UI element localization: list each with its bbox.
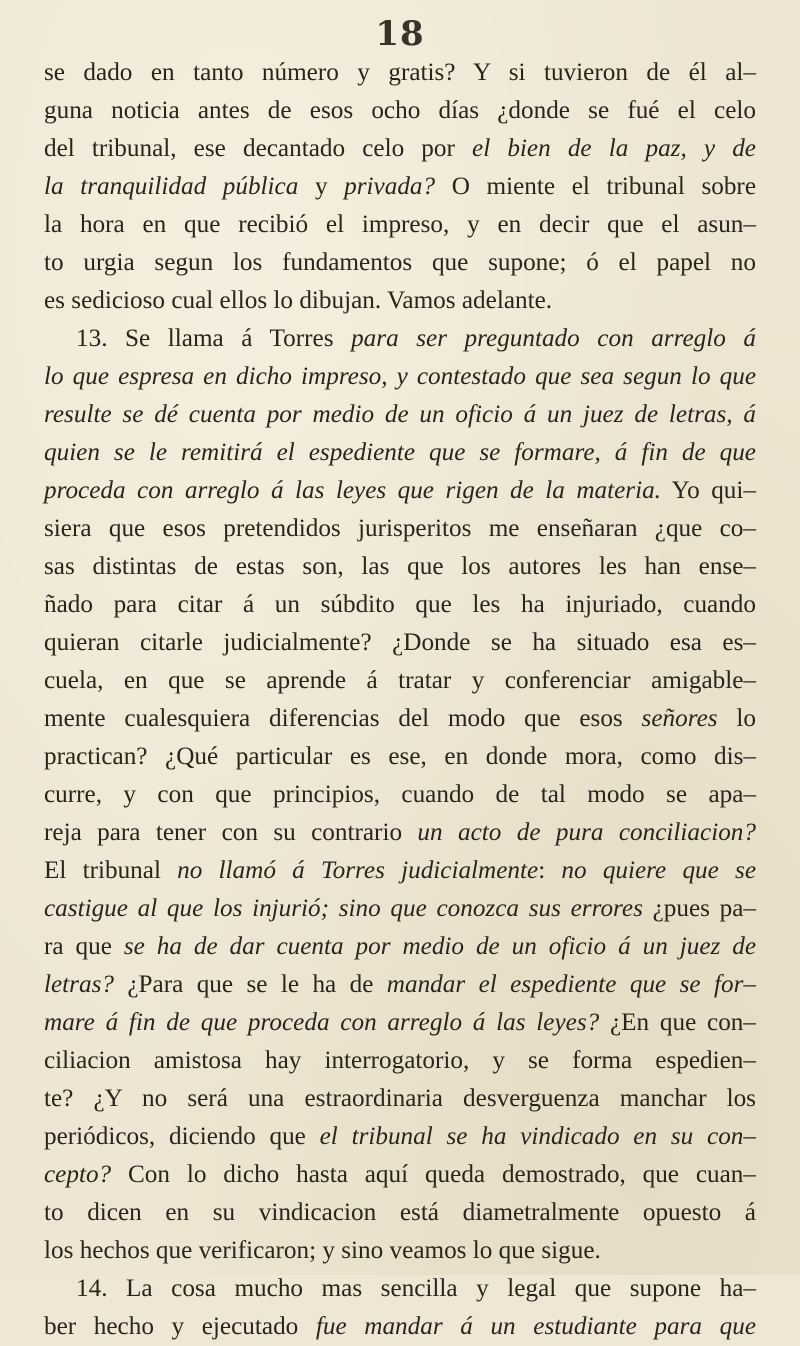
roman-text: del tribunal, ese decantado celo por: [44, 135, 473, 162]
roman-text: y: [298, 173, 345, 200]
roman-text: to urgia segun los fundamentos que supone; ó el papel no: [44, 249, 756, 276]
roman-text: ¿pues pa–: [642, 895, 756, 922]
text-line: [44, 92, 756, 130]
roman-text: reja para tener con su contrario: [44, 819, 418, 846]
italic-text: se ha de dar cuenta por medio de un oficio á un juez de: [123, 933, 757, 960]
roman-text: to dicen en su vindicacion está diametralmente opuesto á: [44, 1199, 756, 1226]
text-line: [44, 586, 756, 624]
italic-text: resulte se dé cuenta por medio de un oficio á un juez de letras, á: [44, 401, 756, 428]
roman-text: es sedicioso cual ellos lo dibujan. Vamos adelante.: [44, 287, 553, 314]
text-line: [44, 966, 756, 1004]
italic-text: cepto?: [44, 1161, 112, 1188]
roman-text: Con lo dicho hasta aquí queda demostrado, que cuan–: [111, 1161, 756, 1188]
italic-text: privada?: [344, 173, 436, 200]
italic-text: quien se le remitirá el espediente que se formare, á fin de que: [44, 439, 756, 466]
roman-text: los hechos que verificaron; y sino veamos lo que sigue.: [44, 1237, 601, 1264]
italic-text: la tranquilidad pública: [44, 173, 299, 200]
roman-text: guna noticia antes de esos ocho días ¿donde se fué el celo: [44, 97, 756, 124]
text-line: [44, 510, 756, 548]
text-line: [44, 54, 756, 92]
roman-text: mente cualesquiera diferencias del modo que esos: [44, 705, 642, 732]
roman-text: ¿En que con–: [599, 1009, 756, 1036]
roman-text: sas distintas de estas son, las que los autores les han ense–: [44, 553, 756, 580]
text-line: [44, 434, 756, 472]
text-line: [44, 1042, 756, 1080]
page-number: 18: [375, 14, 425, 54]
text-line: [44, 320, 756, 358]
italic-text: no quiere que se: [561, 857, 757, 884]
text-line: [44, 130, 756, 168]
text-line: [44, 244, 756, 282]
italic-text: señores: [641, 705, 718, 732]
italic-text: un acto de pura conciliacion?: [417, 819, 756, 846]
roman-text: El tribunal: [44, 857, 178, 884]
roman-text: O miente el tribunal sobre: [435, 173, 756, 200]
roman-text: 13. Se llama á Torres: [76, 325, 352, 352]
text-line: [44, 662, 756, 700]
text-line: [44, 1232, 756, 1270]
text-line: [44, 1004, 756, 1042]
text-line: [44, 396, 756, 434]
roman-text: la hora en que recibió el impreso, y en decir que el asun–: [44, 211, 756, 238]
text-line: [44, 776, 756, 814]
italic-text: mare á fin de que proceda con arreglo á las leyes?: [44, 1009, 600, 1036]
italic-text: letras?: [44, 971, 114, 998]
italic-text: para ser preguntado con arreglo á: [351, 325, 756, 352]
italic-text: lo que espresa en dicho impreso, y contestado que sea segun lo que: [44, 363, 756, 390]
roman-text: Yo qui–: [660, 477, 756, 504]
italic-text: no llamó á Torres judicialmente: [177, 857, 539, 884]
text-line: [44, 472, 756, 510]
text-line: [44, 1270, 756, 1308]
text-line: [44, 928, 756, 966]
italic-text: el bien de la paz, y de: [472, 135, 756, 162]
text-line: [44, 1118, 756, 1156]
text-line: [44, 700, 756, 738]
text-line: [44, 1194, 756, 1232]
text-line: [44, 282, 756, 320]
roman-text: te? ¿Y no será una estraordinaria desverguenza manchar los: [44, 1085, 756, 1112]
roman-text: periódicos, diciendo que: [44, 1123, 320, 1150]
text-line: [44, 890, 756, 928]
text-line: [44, 1156, 756, 1194]
italic-text: fue mandar á un estudiante para que: [315, 1313, 756, 1340]
text-line: [44, 1308, 756, 1346]
text-line: [44, 1080, 756, 1118]
roman-text: se dado en tanto número y gratis? Y si tuvieron de él al–: [44, 59, 756, 86]
roman-text: 14. La cosa mucho mas sencilla y legal que supone ha–: [76, 1275, 756, 1302]
roman-text: lo: [717, 705, 756, 732]
roman-text: siera que esos pretendidos jurisperitos me enseñaran ¿que co–: [44, 515, 756, 542]
italic-text: mandar el espediente que se for–: [386, 971, 756, 998]
roman-text: cuela, en que se aprende á tratar y conferenciar amigable–: [44, 667, 756, 694]
text-line: [44, 814, 756, 852]
text-line: [44, 206, 756, 244]
roman-text: practican? ¿Qué particular es ese, en donde mora, como dis–: [44, 743, 756, 770]
italic-text: castigue al que los injurió; sino que conozca sus errores: [44, 895, 643, 922]
italic-text: proceda con arreglo á las leyes que rigen de la materia.: [44, 477, 661, 504]
text-line: [44, 358, 756, 396]
roman-text: :: [538, 857, 562, 884]
text-line: [44, 852, 756, 890]
roman-text: quieran citarle judicialmente? ¿Donde se ha situado esa es–: [44, 629, 756, 656]
roman-text: ñado para citar á un súbdito que les ha injuriado, cuando: [44, 591, 756, 618]
italic-text: el tribunal se ha vindicado en su con–: [319, 1123, 756, 1150]
roman-text: curre, y con que principios, cuando de tal modo se apa–: [44, 781, 756, 808]
roman-text: ra que: [44, 933, 124, 960]
text-line: [44, 548, 756, 586]
body-text: [44, 54, 756, 1346]
roman-text: ciliacion amistosa hay interrogatorio, y se forma espedien–: [44, 1047, 756, 1074]
roman-text: ber hecho y ejecutado: [44, 1313, 316, 1340]
text-line: [44, 624, 756, 662]
text-line: [44, 738, 756, 776]
text-line: [44, 168, 756, 206]
roman-text: ¿Para que se le ha de: [113, 971, 387, 998]
